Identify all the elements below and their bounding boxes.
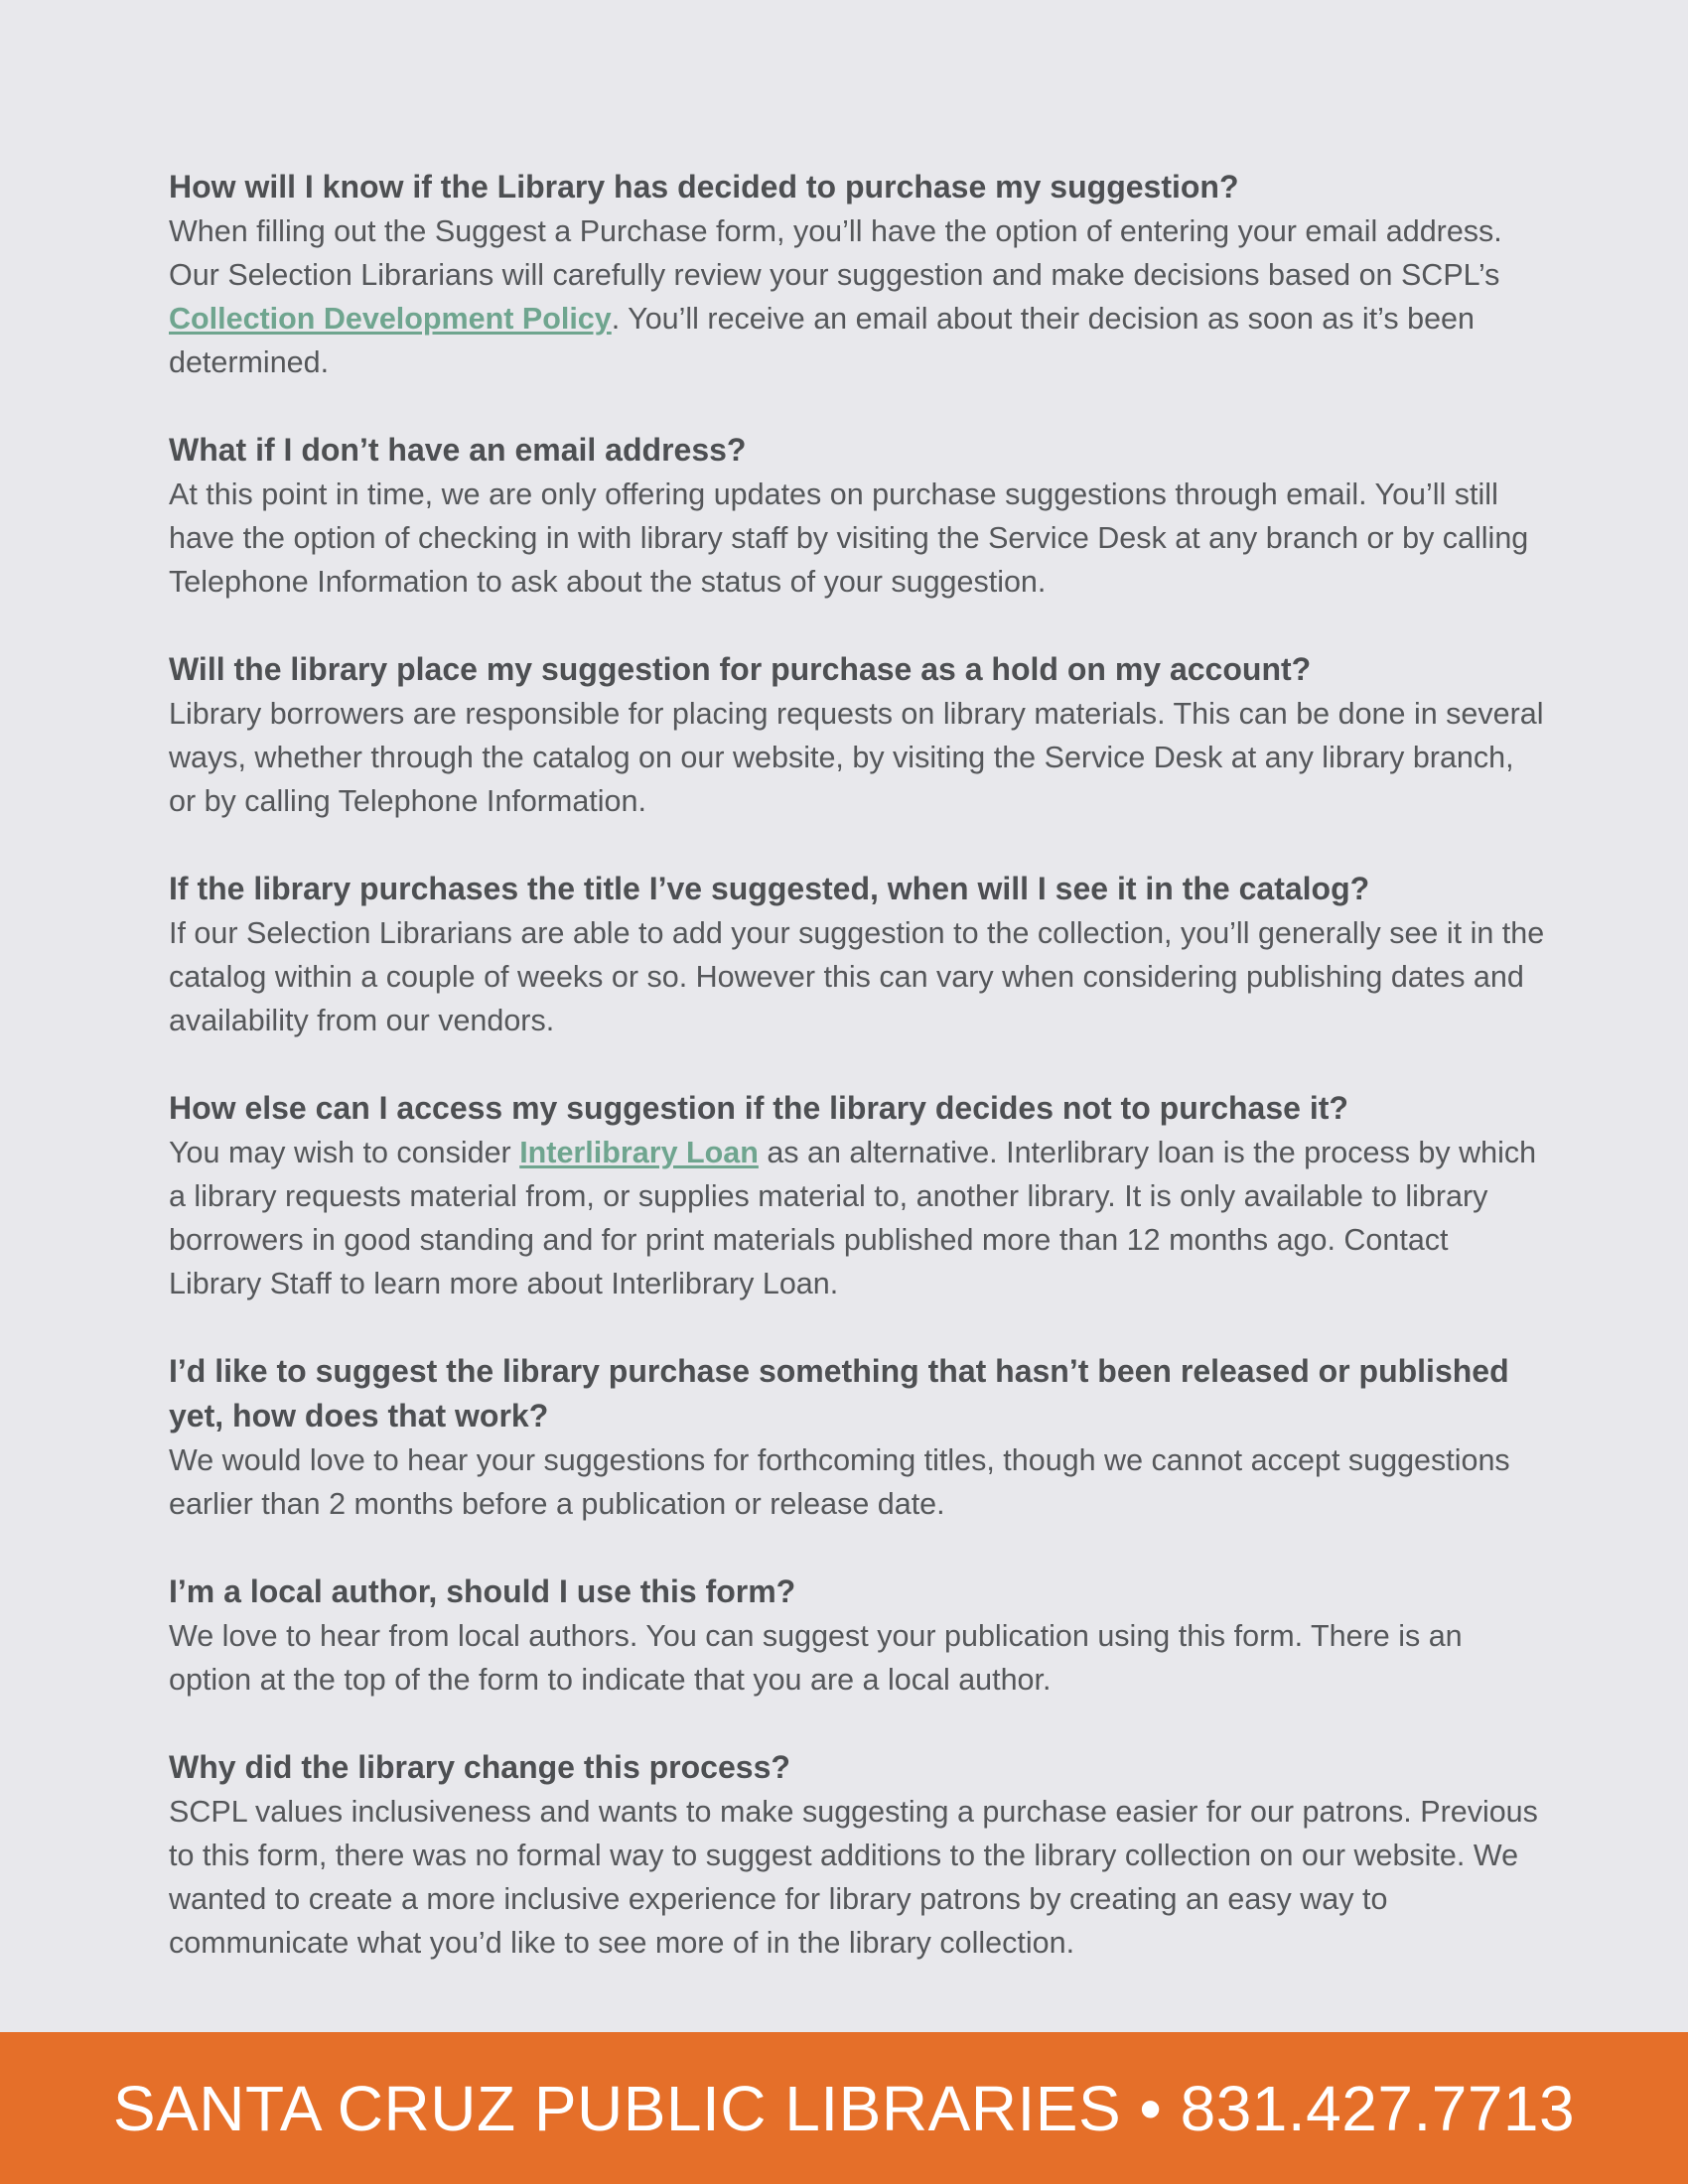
faq-item xyxy=(169,1349,1549,1526)
faq-answer: Library borrowers are responsible for placing requests on library materials. This can be done in several ways, whether through the catalog on our website, by visiting the Service Desk at any library branch, or by calling Telephone Information. xyxy=(169,697,1544,818)
faq-item xyxy=(169,428,1549,604)
faq-item xyxy=(169,1745,1549,1965)
faq-answer: If our Selection Librarians are able to add your suggestion to the collection, you’ll generally see it in the catalog within a couple of weeks or so. However this can vary when considering publishing dates and availability from our vendors. xyxy=(169,916,1545,1037)
faq-answer-text: . You’ll receive an email about their decision as soon as it’s been determined. xyxy=(169,302,1475,379)
faq-question: I’d like to suggest the library purchase something that hasn’t been released or published yet, how does that work? xyxy=(169,1353,1509,1433)
faq-question: Why did the library change this process? xyxy=(169,1749,790,1785)
faq-item xyxy=(169,165,1549,384)
faq-answer: At this point in time, we are only offering updates on purchase suggestions through email. You’ll still have the option of checking in with library staff by visiting the Service Desk at any branch or by calling Telephone Information to ask about the status of your suggestion. xyxy=(169,478,1529,599)
faq-question: Will the library place my suggestion for purchase as a hold on my account? xyxy=(169,651,1312,687)
faq-answer-text: You may wish to consider xyxy=(169,1136,520,1169)
faq-answer xyxy=(169,209,1549,384)
footer-text: SANTA CRUZ PUBLIC LIBRARIES • 831.427.7713 xyxy=(112,2072,1576,2144)
collection-development-policy-link[interactable]: Collection Development Policy xyxy=(169,302,612,336)
footer-banner xyxy=(0,2032,1688,2184)
faq-item xyxy=(169,647,1549,823)
faq-item xyxy=(169,867,1549,1042)
faq-question: If the library purchases the title I’ve suggested, when will I see it in the catalog? xyxy=(169,871,1370,906)
faq-answer: We love to hear from local authors. You can suggest your publication using this form. There is an option at the top of the form to indicate that you are a local author. xyxy=(169,1619,1463,1697)
faq-answer xyxy=(169,1131,1549,1305)
faq-answer: We would love to hear your suggestions for forthcoming titles, though we cannot accept suggestions earlier than 2 months before a publication or release date. xyxy=(169,1443,1510,1521)
faq-item xyxy=(169,1570,1549,1702)
faq-answer-text: as an alternative. Interlibrary loan is the process by which a library requests material from, or supplies material to, another library. It is only available to library borrowers in good standing and for print materials published more than 12 months ago. Contact Library Staff to learn more about Interlibrary Loan. xyxy=(169,1136,1537,1300)
faq-question: How will I know if the Library has decided to purchase my suggestion? xyxy=(169,169,1239,205)
faq-answer: SCPL values inclusiveness and wants to make suggesting a purchase easier for our patrons. Previous to this form, there was no formal way to suggest additions to the library collection on our website. We wanted to create a more inclusive experience for library patrons by creating an easy way to communicate what you’d like to see more of in the library collection. xyxy=(169,1795,1538,1960)
interlibrary-loan-link[interactable]: Interlibrary Loan xyxy=(519,1136,759,1169)
faq-item xyxy=(169,1086,1549,1305)
faq-question: What if I don’t have an email address? xyxy=(169,432,747,468)
faq-answer-text: When filling out the Suggest a Purchase form, you’ll have the option of entering your email address. Our Selection Librarians will carefully review your suggestion and make decisions based on SCPL’s xyxy=(169,214,1502,292)
faq-question: How else can I access my suggestion if the library decides not to purchase it? xyxy=(169,1090,1348,1126)
faq-question: I’m a local author, should I use this form? xyxy=(169,1573,796,1609)
faq-list xyxy=(169,165,1549,2008)
